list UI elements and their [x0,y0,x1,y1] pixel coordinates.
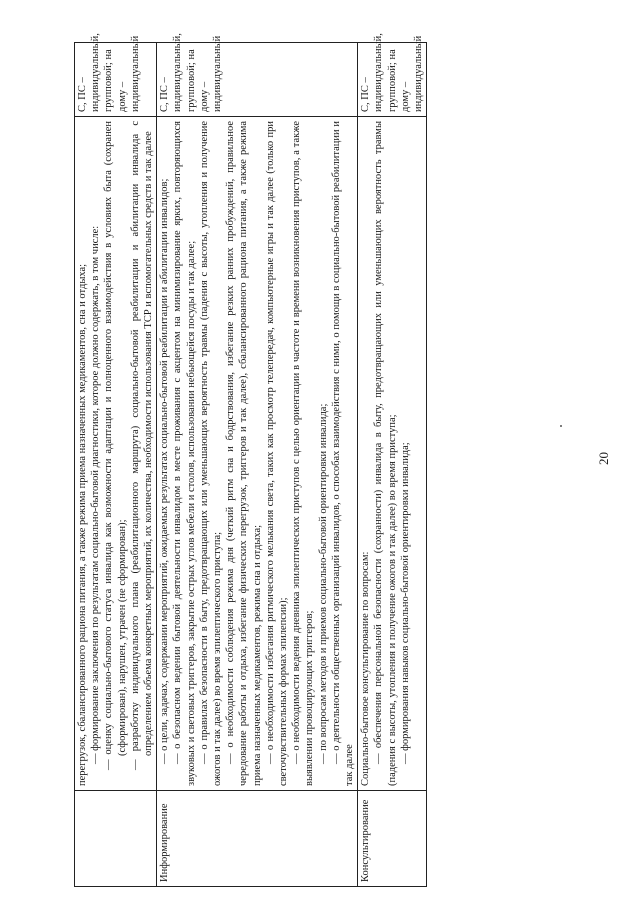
content-cell [358,117,427,791]
rehabilitation-table [74,33,427,887]
content-cell [157,117,358,791]
content-cell [75,117,157,791]
table-row [75,43,157,887]
content-paragraph: — формирование заключения по результатам социально-бытовой диагностики, которое должно содержать, в том числе: [90,225,102,764]
content-paragraph: — о деятельности общественных организаций инвалидов, о способах взаимодействия с ними, о помощи в социально-бытовой реабилитации и так далее [330,121,356,786]
content-paragraph: — о необходимости избегания ритмического мелькания света, таких как просмотр телепередач, компьютерные игры и так далее (только при светочувствительных формах эпилепсии); [264,121,290,786]
page-number: 20 [596,452,611,465]
forms-cell: С, ПС – индивидуальный, групповой; на дому – индивидуальный [75,43,157,117]
content-paragraph: Социально-бытовое консультирование по вопросам: [360,551,372,786]
content-paragraph: перегрузок, сбалансированного рациона питания, а также режима приема назначенных медикаментов, сна и отдыха; [77,263,88,786]
content-paragraph: — о необходимости ведения дневника эпилептических приступов с целью ориентации в частоте и времени возникновения приступов, а также выявлении провоцирующих триггеров; [291,121,316,786]
service-type-cell [75,791,157,887]
content-paragraph: — разработку индивидуального плана (реабилитационного маршрута) социально-бытовой реабилитации и абилитации инвалида с определением объема конкретных мероприятий, их количества, необходимости использования ТСР и вспомогательных средств и так далее [129,121,155,770]
content-paragraph: — обеспечения персональной безопасности (сохранности) инвалида в быту, предотвращающих или уменьшающих вероятность травмы (падения с высоты, утопления и получение ожогов и так далее) во время приступа; [373,121,398,786]
service-type-cell: Информирование [157,791,358,887]
table-row [358,43,427,887]
content-paragraph: — формирования навыков социально-бытовой ориентировки инвалида; [399,442,411,764]
forms-cell: С, ПС – индивидуальный, групповой; на дому – индивидуальный [358,43,427,117]
content-paragraph: — о цели, задачах, содержании мероприятий, ожидаемых результатах социально-бытовой реабилитации и абилитации инвалидов; [159,178,171,764]
content-paragraph: — о безопасном ведении бытовой деятельности инвалидом в месте проживания с акцентом на минимизирование ярких, повторяющихся звуковых и световых триггеров, закрытие острых углов мебели и столов, использовании небьющейся посуды и так далее; [172,121,197,786]
forms-cell: С, ПС – индивидуальный, групповой; на дому – индивидуальный [157,43,358,117]
content-paragraph: — о правилах безопасности в быту, предотвращающих или уменьшающих вероятность травмы (падения с высоты, утопления и получение ожогов и так далее) во время эпилептического приступа; [198,121,224,786]
content-paragraph: — оценку социально-бытового статуса инвалида как возможности адаптации и полноценного взаимодействия в условиях быта (сохранен (сформирован), нарушен, утрачен (не сформирован); [103,121,128,770]
content-paragraph: — о необходимости соблюдения режима дня (четкий ритм сна и бодрствования, избегание резких ранних пробуждений, правильное чередование работы и отдыха, избегание физических перегрузок, триггеров и так далее), сбалансированного рациона питания, а также режима приема назначенных медикаментов, режима сна и отдыха; [225,121,263,786]
table-row [157,43,358,887]
service-type-cell: Консультирование [358,791,427,887]
content-paragraph: — по вопросам методов и приемов социально-бытовой ориентировки инвалида; [317,403,329,764]
scan-speck [560,425,562,427]
